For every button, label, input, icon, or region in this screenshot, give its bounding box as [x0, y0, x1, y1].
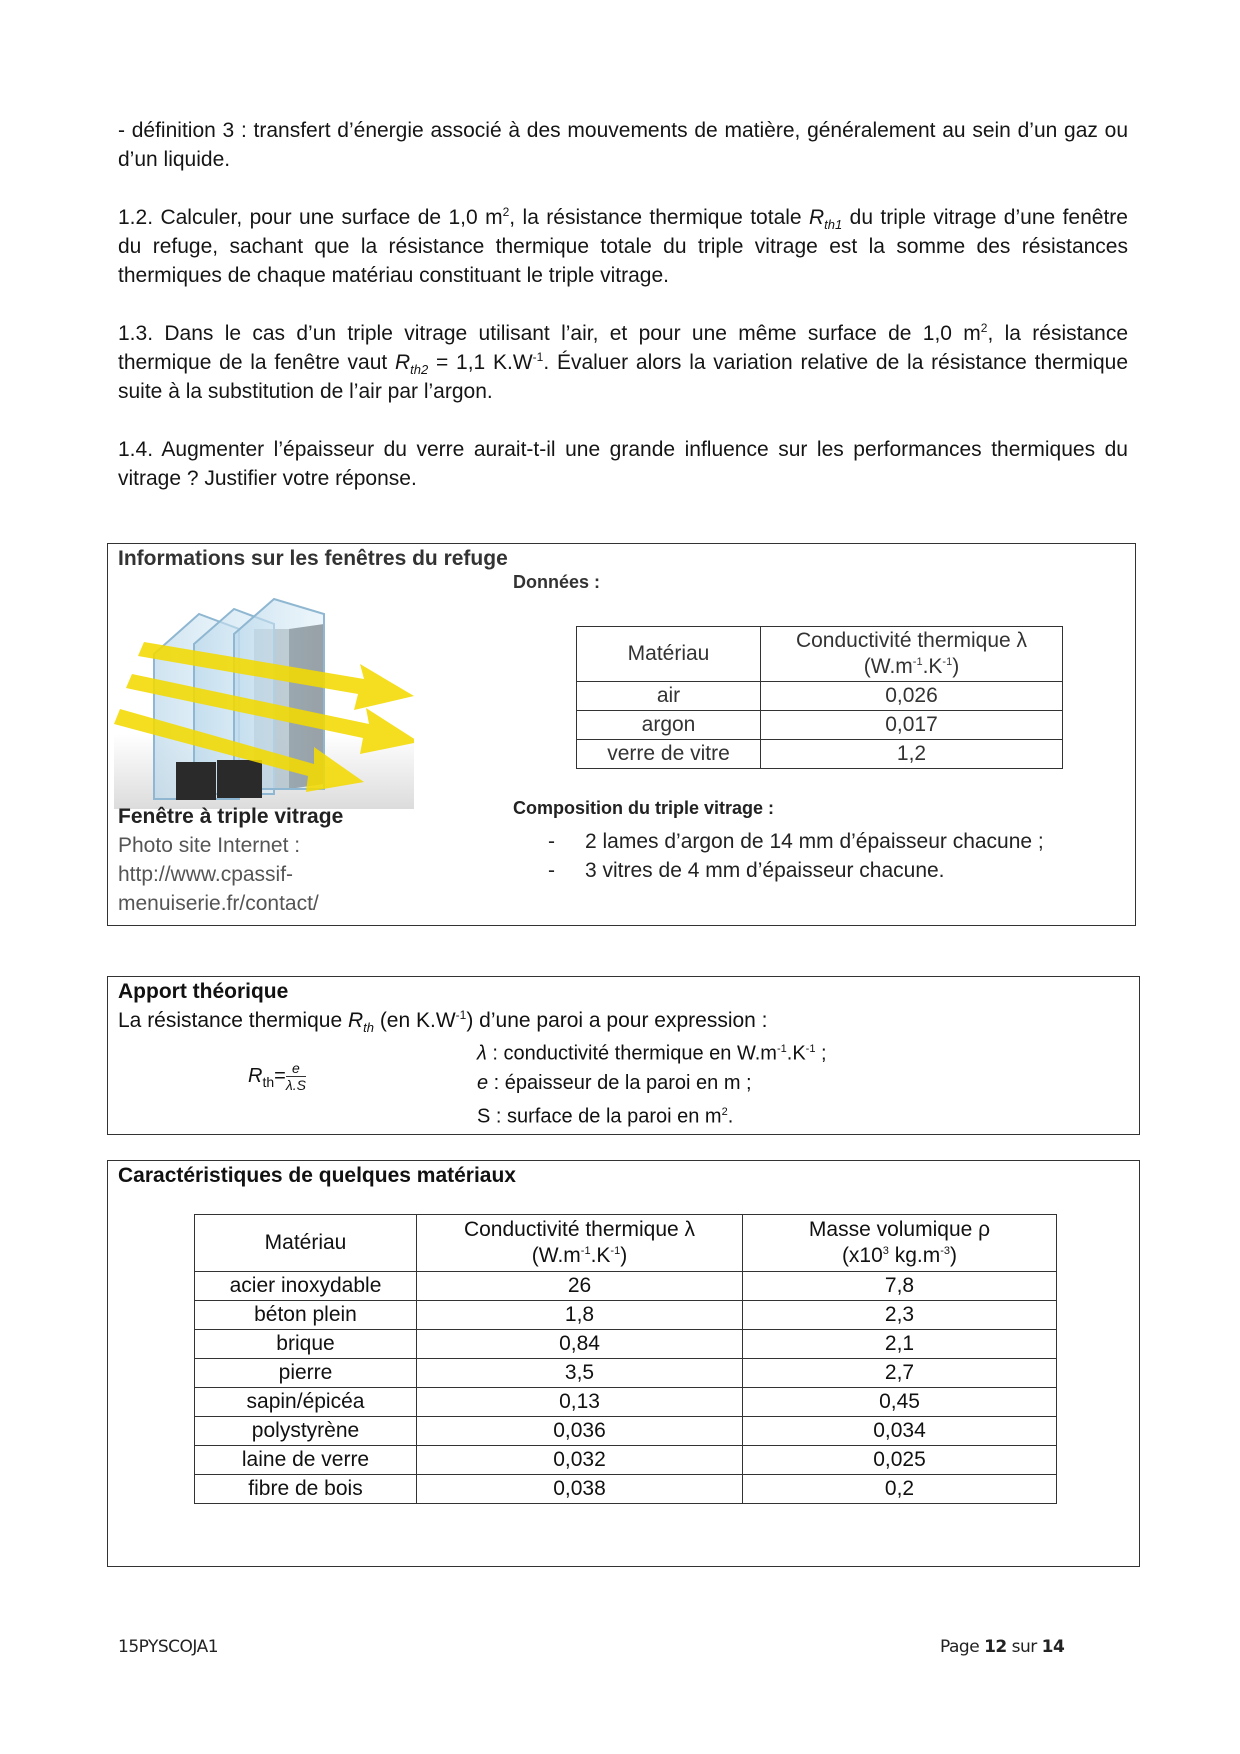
caption-line: Photo site Internet :: [118, 834, 301, 857]
rth2-symbol: $R_{th2}$: [395, 351, 429, 378]
cell-material: sapin/épicéa: [195, 1388, 417, 1417]
cell-material: argon: [577, 711, 761, 740]
cell-material: verre de vitre: [577, 740, 761, 769]
cell-conductivity: 0,84: [417, 1330, 743, 1359]
table-row: [195, 1330, 1057, 1359]
table-row: [577, 682, 1063, 711]
cell-density: 7,8: [743, 1272, 1057, 1301]
cell-material: laine de verre: [195, 1446, 417, 1475]
question-1-4: [118, 435, 1128, 493]
list-item: - 2 lames d’argon de 14 mm d’épaisseur chacune ;: [548, 830, 1044, 853]
list-item: - 3 vitres de 4 mm d’épaisseur chacune.: [548, 859, 945, 882]
definition-s: S : surface de la paroi en $m^2$.: [477, 1105, 734, 1128]
materials-box: [107, 1160, 1140, 1567]
superscript: -1: [532, 350, 544, 364]
question-text: du triple vitrage d’une fenêtre du refuge, sachant que la résistance thermique totale du triple vitrage est la somme des résistances thermiques de chaque matériau constituant le triple vitrage.: [118, 206, 1128, 287]
question-number: 1.4.: [118, 438, 154, 461]
cell-density: 2,7: [743, 1359, 1057, 1388]
table-header-row: [195, 1215, 1057, 1272]
cell-conductivity: 0,036: [417, 1417, 743, 1446]
caption-title: Fenêtre à triple vitrage: [118, 805, 344, 828]
rth1-symbol: $R_{th1}$: [809, 206, 843, 233]
table-header-row: [577, 627, 1063, 682]
question-1-2: [118, 203, 1128, 290]
table-row: [195, 1388, 1057, 1417]
question-text: . Évaluer alors la variation relative de la résistance thermique suite à la substitution de l’air par l’argon.: [118, 351, 1129, 403]
header-material: Matériau: [577, 627, 761, 682]
data-label: Données :: [513, 572, 601, 592]
table-row: [577, 711, 1063, 740]
box-title: Informations sur les fenêtres du refuge: [118, 547, 508, 570]
cell-density: 0,025: [743, 1446, 1057, 1475]
definition-lambda: λ : conductivité thermique en $W.m^{-1}.K^{-1}$ ;: [477, 1042, 827, 1065]
cell-material: béton plein: [195, 1301, 417, 1330]
question-text: Augmenter l’épaisseur du verre aurait-t-il une grande influence sur les performances thermiques du vitrage ? Justifier votre réponse.: [118, 438, 1128, 490]
question-number: 1.3.: [118, 322, 154, 345]
cell-material: air: [577, 682, 761, 711]
table-row: [195, 1359, 1057, 1388]
table-row: [195, 1475, 1057, 1504]
question-1-3: [118, 319, 1128, 406]
definition-e: e : épaisseur de la paroi en m ;: [477, 1071, 752, 1094]
cell-density: 0,45: [743, 1388, 1057, 1417]
cell-density: 2,1: [743, 1330, 1057, 1359]
page-number: Page 12 sur 14: [940, 1637, 1065, 1657]
rth-formula: $R_{th}=$ $\frac{e}{\lambda.S}$: [248, 1060, 306, 1093]
question-text: Calculer, pour une surface de 1,0 m: [160, 206, 503, 229]
question-text: , la résistance thermique totale: [509, 206, 809, 229]
cell-value: 0,026: [761, 682, 1063, 711]
cell-conductivity: 0,13: [417, 1388, 743, 1417]
table-row: [195, 1301, 1057, 1330]
table-row: [195, 1417, 1057, 1446]
windows-info-box: [107, 543, 1136, 926]
question-number: 1.2.: [118, 206, 154, 229]
table-row: [195, 1272, 1057, 1301]
image-caption: [118, 802, 343, 918]
theory-box: [107, 976, 1140, 1135]
question-text: , la résistance thermique de la fenêtre vaut: [118, 322, 1129, 374]
cell-density: 2,3: [743, 1301, 1057, 1330]
box-title: Apport théorique: [118, 980, 289, 1003]
question-text: Dans le cas d’un triple vitrage utilisant l’air, et pour une même surface de 1,0 m: [164, 322, 981, 345]
cell-material: acier inoxydable: [195, 1272, 417, 1301]
cell-density: 0,2: [743, 1475, 1057, 1504]
superscript: 2: [502, 205, 510, 219]
cell-material: fibre de bois: [195, 1475, 417, 1504]
cell-density: 0,034: [743, 1417, 1057, 1446]
cell-value: 0,017: [761, 711, 1063, 740]
caption-line: menuiserie.fr/contact/: [118, 892, 319, 915]
cell-conductivity: 26: [417, 1272, 743, 1301]
cell-conductivity: 3,5: [417, 1359, 743, 1388]
cell-material: polystyrène: [195, 1417, 417, 1446]
conductivity-table: [576, 626, 1063, 769]
definitions-list: [477, 1035, 827, 1131]
composition-title: Composition du triple vitrage :: [513, 798, 775, 818]
question-text: = 1,1 K.W: [428, 351, 533, 374]
triple-glazing-window-illustration: [114, 584, 414, 809]
header-material: Matériau: [195, 1215, 417, 1272]
header-density: Masse volumique ρ ($x10^3$ $kg.m^{-3}$): [743, 1215, 1057, 1272]
cell-conductivity: 0,032: [417, 1446, 743, 1475]
header-conductivity: Conductivité thermique λ $(W.m^{-1}.K^{-1})$: [417, 1215, 743, 1272]
superscript: 2: [980, 321, 988, 335]
box-title: Caractéristiques de quelques matériaux: [118, 1164, 516, 1187]
cell-material: pierre: [195, 1359, 417, 1388]
document-code: 15PYSCOJA1: [118, 1637, 219, 1657]
cell-conductivity: 0,038: [417, 1475, 743, 1504]
cell-material: brique: [195, 1330, 417, 1359]
header-conductivity: Conductivité thermique λ $(W.m^{-1}.K^{-1})$: [761, 627, 1063, 682]
table-row: [195, 1446, 1057, 1475]
cell-value: 1,2: [761, 740, 1063, 769]
theory-intro: La résistance thermique $R_{th}$ (en $K.W^{-1}$) d’une paroi a pour expression :: [118, 1008, 768, 1036]
materials-table: [194, 1214, 1057, 1504]
cell-conductivity: 1,8: [417, 1301, 743, 1330]
composition-list: [548, 827, 1044, 885]
definition-3: - définition 3 : transfert d’énergie associé à des mouvements de matière, généralement au sein d’un gaz ou d’un liquide.: [118, 119, 1128, 171]
table-row: [577, 740, 1063, 769]
caption-line: http://www.cpassif-: [118, 863, 294, 886]
